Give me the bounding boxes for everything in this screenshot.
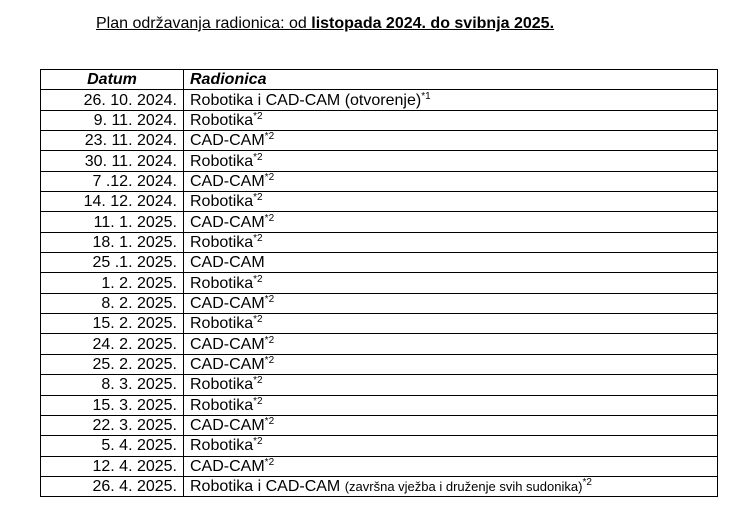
row-footnote-mark: *2: [264, 354, 275, 366]
row-workshop-cell: [184, 171, 718, 191]
row-date: 26. 10. 2024.: [41, 90, 184, 110]
row-workshop: Robotika i CAD-CAM: [190, 478, 345, 496]
table-row: [41, 212, 718, 232]
row-footnote-mark: *2: [264, 212, 275, 224]
row-footnote-mark: *2: [253, 110, 263, 122]
table-row: [41, 395, 718, 415]
row-footnote-mark: *2: [253, 273, 263, 285]
table-row: [41, 354, 718, 374]
table-row: [41, 131, 718, 151]
row-workshop-cell: [184, 354, 718, 374]
row-footnote-mark: *2: [264, 293, 275, 305]
row-workshop: Robotika: [190, 152, 254, 170]
table-row: [41, 192, 718, 212]
row-date: 11. 1. 2025.: [41, 212, 184, 232]
row-date: 25. 2. 2025.: [41, 354, 184, 374]
row-workshop: CAD-CAM: [190, 294, 265, 312]
row-date: 25 .1. 2025.: [41, 253, 184, 273]
row-date: 5. 4. 2025.: [41, 436, 184, 456]
header-workshop: Radionica: [184, 70, 718, 90]
row-workshop: Robotika: [190, 437, 254, 455]
row-date: 18. 1. 2025.: [41, 232, 184, 252]
row-footnote-mark: *2: [253, 192, 263, 204]
row-workshop: CAD-CAM: [190, 254, 265, 272]
table-row: [41, 110, 718, 130]
row-footnote-mark: *2: [264, 131, 275, 143]
row-workshop-cell: [184, 212, 718, 232]
row-footnote-mark: *2: [253, 314, 263, 326]
table-row: [41, 314, 718, 334]
table-row: [41, 415, 718, 435]
row-date: 23. 11. 2024.: [41, 131, 184, 151]
row-footnote-mark: *2: [582, 477, 592, 489]
table-row: [41, 293, 718, 313]
row-workshop-cell: [184, 90, 718, 110]
table-row: [41, 232, 718, 252]
row-footnote-mark: *2: [253, 436, 263, 448]
row-workshop-cell: [184, 192, 718, 212]
row-footnote-mark: *2: [253, 151, 263, 163]
row-workshop-cell: [184, 253, 718, 273]
row-workshop: Robotika: [190, 111, 254, 129]
row-workshop-cell: [184, 273, 718, 293]
row-date: 9. 11. 2024.: [41, 110, 184, 130]
row-date: 8. 2. 2025.: [41, 293, 184, 313]
row-date: 1. 2. 2025.: [41, 273, 184, 293]
row-date: 15. 3. 2025.: [41, 395, 184, 415]
row-workshop: CAD-CAM: [190, 335, 265, 353]
table-row: [41, 273, 718, 293]
row-workshop: CAD-CAM: [190, 213, 265, 231]
row-workshop-cell: [184, 151, 718, 171]
row-workshop: Robotika: [190, 233, 254, 251]
row-workshop: Robotika: [190, 274, 254, 292]
document-title: [96, 13, 554, 35]
title-prefix: Plan održavanja radionica: od: [96, 15, 312, 32]
row-note: (završna vježba i druženje svih sudonika): [344, 479, 583, 495]
row-footnote-mark: *2: [264, 334, 275, 346]
row-date: 8. 3. 2025.: [41, 375, 184, 395]
table-body: [41, 90, 718, 497]
row-workshop-cell: [184, 375, 718, 395]
row-workshop-cell: [184, 131, 718, 151]
table-row: [41, 456, 718, 476]
row-date: 15. 2. 2025.: [41, 314, 184, 334]
table-header-row: [41, 70, 718, 90]
row-footnote-mark: *2: [253, 375, 263, 387]
row-footnote-mark: *2: [253, 395, 263, 407]
row-workshop-cell: [184, 314, 718, 334]
table-row: [41, 151, 718, 171]
row-footnote-mark: *1: [421, 90, 431, 102]
row-date: 22. 3. 2025.: [41, 415, 184, 435]
table-row: [41, 375, 718, 395]
row-date: 24. 2. 2025.: [41, 334, 184, 354]
row-workshop: CAD-CAM: [190, 417, 265, 435]
header-date: Datum: [41, 70, 184, 90]
row-workshop: CAD-CAM: [190, 172, 265, 190]
row-footnote-mark: *2: [253, 232, 263, 244]
row-workshop-cell: [184, 110, 718, 130]
row-workshop: CAD-CAM: [190, 355, 265, 373]
row-workshop: Robotika: [190, 193, 254, 211]
row-workshop-cell: [184, 415, 718, 435]
table-row: [41, 476, 718, 496]
row-date: 30. 11. 2024.: [41, 151, 184, 171]
table-row: [41, 253, 718, 273]
table-row: [41, 171, 718, 191]
row-date: 7 .12. 2024.: [41, 171, 184, 191]
row-footnote-mark: *2: [264, 171, 275, 183]
row-workshop: Robotika: [190, 315, 254, 333]
row-workshop: CAD-CAM: [190, 132, 265, 150]
row-workshop-cell: [184, 476, 718, 496]
row-workshop: Robotika: [190, 376, 254, 394]
row-workshop: Robotika: [190, 396, 254, 414]
row-workshop-cell: [184, 456, 718, 476]
row-date: 12. 4. 2025.: [41, 456, 184, 476]
table-row: [41, 90, 718, 110]
row-date: 26. 4. 2025.: [41, 476, 184, 496]
row-footnote-mark: *2: [264, 416, 275, 428]
row-workshop: CAD-CAM: [190, 457, 265, 475]
title-bold-part: listopada 2024. do svibnja 2025.: [311, 15, 555, 32]
table-row: [41, 334, 718, 354]
row-workshop-cell: [184, 436, 718, 456]
row-workshop-cell: [184, 232, 718, 252]
workshop-schedule-table: [40, 69, 718, 497]
row-workshop: Robotika i CAD-CAM (otvorenje): [190, 91, 422, 109]
row-workshop-cell: [184, 293, 718, 313]
row-workshop-cell: [184, 334, 718, 354]
row-footnote-mark: *2: [264, 456, 275, 468]
row-workshop-cell: [184, 395, 718, 415]
table-row: [41, 436, 718, 456]
row-date: 14. 12. 2024.: [41, 192, 184, 212]
